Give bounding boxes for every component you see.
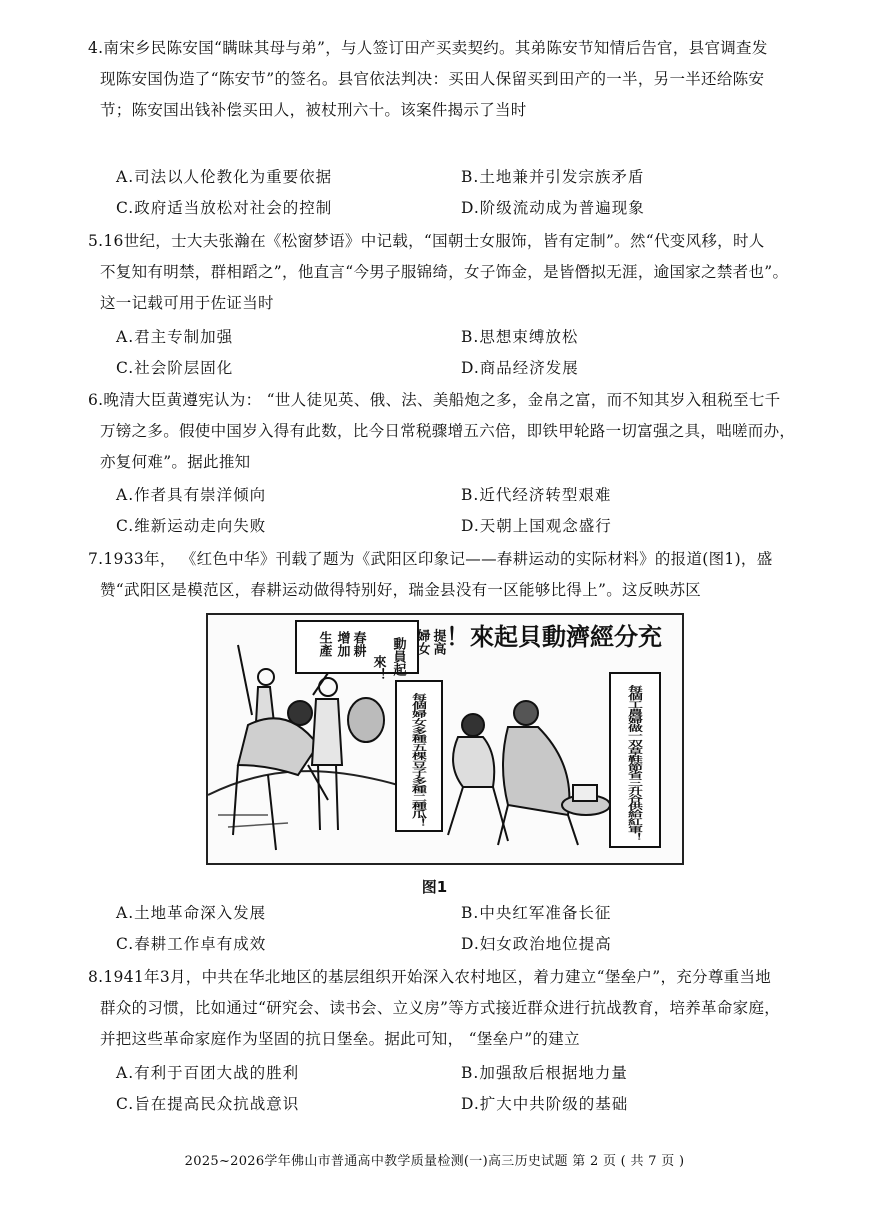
- bubble-left-col-1: 動員起: [390, 637, 406, 676]
- question-4-line-1: 4.南宋乡民陈安国“瞒昧其母与弟”，与人签订田产买卖契约。其弟陈安节知情后告官，县官调查发: [88, 39, 768, 57]
- question-8-options: [116, 1058, 806, 1120]
- option-d: D.妇女政治地位提高: [461, 935, 612, 953]
- option-d: D.阶级流动成为普遍现象: [461, 199, 645, 217]
- option-c: C.政府适当放松对社会的控制: [116, 199, 333, 217]
- question-4-line-3: 节；陈安国出钱补偿买田人，被杖刑六十。该案件揭示了当时: [100, 101, 527, 119]
- question-7-line-1: 7.1933年， 《红色中华》刊载了题为《武阳区印象记——春耕运动的实际材料》的报道(图1)，盛: [88, 550, 773, 568]
- cartoon-illustration: [208, 615, 682, 863]
- question-7-options: [116, 898, 806, 960]
- figure-1-caption: 图1: [421, 878, 448, 896]
- question-8-line-2: 群众的习惯，比如通过“研究会、读书会、立义房”等方式接近群众进行抗战教育，培养革命家庭，: [100, 999, 781, 1017]
- question-4: [88, 33, 808, 126]
- bubble-left-col-6: 婦女: [414, 629, 430, 655]
- question-8: [88, 962, 808, 1055]
- question-7: [88, 544, 808, 606]
- bubble-left-col-3: 春耕: [350, 631, 366, 657]
- option-b: B.中央红军准备长征: [461, 904, 612, 922]
- option-a: A.土地革命深入发展: [116, 904, 267, 922]
- option-a: A.作者具有崇洋倾向: [116, 486, 267, 504]
- option-b: B.思想束缚放松: [461, 328, 579, 346]
- question-4-options: [116, 162, 806, 224]
- speech-bubble-middle-text: 每個婦女多種五棵豆子多種二種瓜！: [410, 693, 428, 863]
- question-6-line-1: 6.晚清大臣黄遵宪认为： “世人徒见英、俄、法、美船炮之多，金帛之富，而不知其岁入租税至七千: [88, 391, 781, 409]
- option-c: C.维新运动走向失败: [116, 517, 267, 535]
- option-b: B.近代经济转型艰难: [461, 486, 612, 504]
- question-6: [88, 385, 808, 478]
- question-4-line-2: 现陈安国伪造了“陈安节”的签名。县官依法判决：买田人保留买到田产的一半，另一半还给陈安: [100, 70, 765, 88]
- question-6-line-3: 亦复何难”。据此推知: [100, 453, 251, 471]
- option-d: D.天朝上国观念盛行: [461, 517, 612, 535]
- option-c: C.社会阶层固化: [116, 359, 234, 377]
- page-footer: 2025~2026学年佛山市普通高中教学质量检测(一)高三历史试题 第 2 页 ( 共 7 页 ): [184, 1154, 685, 1169]
- option-b: B.加强敌后根据地力量: [461, 1064, 628, 1082]
- question-5: [88, 226, 808, 319]
- question-7-line-2: 赞“武阳区是模范区，春耕运动做得特别好，瑞金县没有一区能够比得上”。这反映苏区: [100, 581, 702, 599]
- option-a: A.有利于百团大战的胜利: [116, 1064, 300, 1082]
- question-8-line-3: 并把这些革命家庭作为坚固的抗日堡垒。据此可知， “堡垒户”的建立: [100, 1030, 580, 1048]
- question-8-line-1: 8.1941年3月，中共在华北地区的基层组织开始深入农村地区，着力建立“堡垒户”，充分尊重当地: [88, 968, 772, 986]
- question-6-options: [116, 480, 806, 542]
- speech-bubble-right-text: 每個工農婦做一双草鞋節省三升谷供給紅軍！: [626, 685, 644, 863]
- option-a: A.司法以人伦教化为重要依据: [116, 168, 333, 186]
- option-d: D.商品经济发展: [461, 359, 579, 377]
- question-5-line-1: 5.16世纪，士大夫张瀚在《松窗梦语》中记载，“国朝士女服饰，皆有定制”。然“代变风移，时人: [88, 232, 765, 250]
- option-d: D.扩大中共阶级的基础: [461, 1095, 629, 1113]
- bubble-left-col-7: 提高: [430, 629, 446, 655]
- figure-1-cartoon: [206, 613, 684, 865]
- option-b: B.土地兼并引发宗族矛盾: [461, 168, 645, 186]
- bubble-left-col-2: 來！: [370, 655, 386, 681]
- option-c: C.春耕工作卓有成效: [116, 935, 267, 953]
- question-6-line-2: 万镑之多。假使中国岁入得有此数，比今日常税骤增五六倍，即铁甲轮路一切富强之具，咄嗟而办，: [100, 422, 796, 440]
- question-5-options: [116, 322, 806, 384]
- option-c: C.旨在提高民众抗战意识: [116, 1095, 300, 1113]
- option-a: A.君主专制加强: [116, 328, 234, 346]
- question-5-line-3: 这一记载可用于佐证当时: [100, 294, 274, 312]
- banner-text: ！來起貝動濟經分充: [446, 623, 662, 651]
- bubble-left-col-5: 生產: [316, 631, 332, 657]
- bubble-left-col-4: 增加: [334, 631, 350, 657]
- question-5-line-2: 不复知有明禁，群相蹈之”，他直言“今男子服锦绮，女子饰金，是皆僭拟无涯，逾国家之禁者也”。: [100, 263, 789, 281]
